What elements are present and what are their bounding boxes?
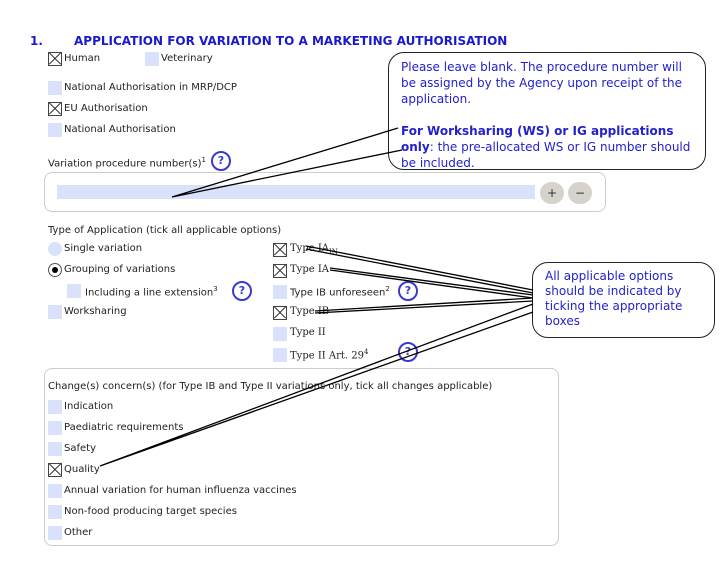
footnote-4: 4	[364, 348, 369, 356]
national-mrp-label: National Authorisation in MRP/DCP	[64, 82, 237, 93]
type-ii-art29-checkbox[interactable]	[273, 348, 287, 362]
callout-rest: : the pre-allocated WS or IG number should be included.	[401, 140, 691, 170]
change-checkbox[interactable]	[48, 400, 62, 414]
help-icon[interactable]: ?	[398, 342, 418, 362]
type-ia-label: Type IA	[290, 264, 329, 275]
eu-authorisation-label: EU Authorisation	[64, 103, 148, 114]
section-title: APPLICATION FOR VARIATION TO A MARKETING AUTHORISATION	[74, 34, 508, 48]
add-button[interactable]: +	[540, 182, 564, 204]
type-app-label: Type of Application (tick all applicable options)	[48, 225, 282, 236]
national-authorisation-label: National Authorisation	[64, 124, 176, 135]
type-ia-in-sub: IN	[329, 248, 338, 256]
help-icon[interactable]: ?	[211, 151, 231, 171]
change-checkbox[interactable]	[48, 463, 62, 477]
veterinary-checkbox[interactable]	[145, 52, 159, 66]
type-ia-in-label	[290, 243, 338, 256]
footnote-1: 1	[201, 156, 206, 164]
type-ii-art29-label	[290, 348, 368, 361]
help-icon[interactable]: ?	[232, 281, 252, 301]
national-authorisation-checkbox[interactable]	[48, 123, 62, 137]
line-extension-text: Including a line extension	[85, 287, 214, 299]
grouping-label: Grouping of variations	[64, 264, 176, 275]
changes-box	[44, 368, 559, 546]
change-label: Indication	[64, 401, 114, 412]
veterinary-label: Veterinary	[161, 53, 213, 64]
procedure-label-text: Variation procedure number(s)	[48, 158, 202, 170]
grouping-radio[interactable]	[48, 263, 62, 277]
changes-label: Change(s) concern(s) (for Type IB and Type II variations only, tick all changes applicable)	[48, 381, 493, 392]
type-ib-label: Type IB	[290, 306, 330, 317]
remove-button[interactable]: −	[568, 182, 592, 204]
footnote-2: 2	[385, 285, 390, 293]
line-extension-label	[85, 285, 218, 298]
type-ib-unforeseen-checkbox[interactable]	[273, 285, 287, 299]
single-variation-label: Single variation	[64, 243, 143, 254]
change-label: Quality	[64, 464, 100, 475]
type-ib-unforeseen-text: Type IB unforeseen	[290, 287, 386, 299]
worksharing-checkbox[interactable]	[48, 305, 62, 319]
human-checkbox[interactable]	[48, 52, 62, 66]
change-label: Other	[64, 527, 93, 538]
procedure-callout	[388, 52, 706, 170]
procedure-number-input[interactable]	[57, 185, 535, 199]
section-number: 1.	[30, 34, 43, 48]
change-checkbox[interactable]	[48, 526, 62, 540]
callout-worksharing	[401, 123, 693, 171]
type-ia-in-text: Type IA	[290, 243, 329, 254]
change-checkbox[interactable]	[48, 505, 62, 519]
type-ib-checkbox[interactable]	[273, 306, 287, 320]
type-ii-checkbox[interactable]	[273, 327, 287, 341]
pointer-line	[315, 298, 533, 313]
change-label: Non-food producing target species	[64, 506, 237, 517]
callout-bold: For Worksharing (WS) or IG applications only	[401, 124, 674, 154]
help-icon[interactable]: ?	[398, 281, 418, 301]
change-label: Paediatric requirements	[64, 422, 184, 433]
type-ia-checkbox[interactable]	[273, 264, 287, 278]
change-checkbox[interactable]	[48, 421, 62, 435]
eu-authorisation-checkbox[interactable]	[48, 102, 62, 116]
options-callout: All applicable options should be indicated by ticking the appropriate boxes	[532, 262, 715, 338]
callout-text: Please leave blank. The procedure number will be assigned by the Agency upon receipt of the application.	[401, 60, 682, 106]
type-ii-art29-text: Type II Art. 29	[290, 350, 364, 362]
single-variation-radio[interactable]	[48, 242, 62, 256]
national-mrp-checkbox[interactable]	[48, 81, 62, 95]
line-extension-checkbox[interactable]	[67, 284, 81, 298]
change-label: Safety	[64, 443, 96, 454]
worksharing-label: Worksharing	[64, 306, 127, 317]
change-checkbox[interactable]	[48, 442, 62, 456]
change-label: Annual variation for human influenza vaccines	[64, 485, 297, 496]
type-ii-label: Type II	[290, 327, 326, 338]
type-ia-in-checkbox[interactable]	[273, 243, 287, 257]
procedure-label	[48, 156, 206, 169]
type-ib-unforeseen-label	[290, 285, 390, 298]
human-label: Human	[64, 53, 101, 64]
change-checkbox[interactable]	[48, 484, 62, 498]
footnote-3: 3	[213, 285, 218, 293]
